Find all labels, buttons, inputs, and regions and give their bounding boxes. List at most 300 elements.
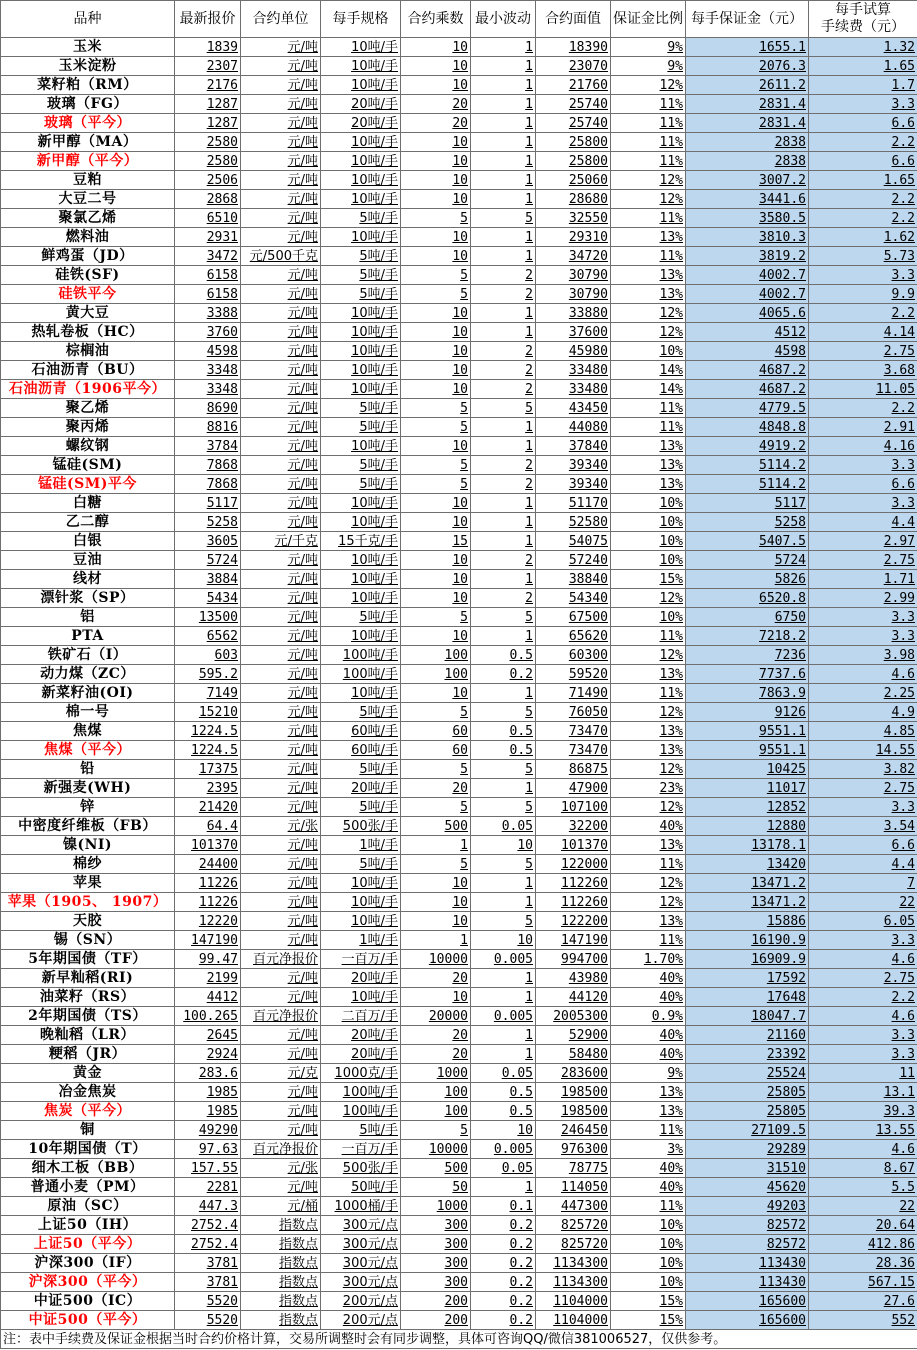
face-value: 33480 [536, 361, 611, 380]
contract-unit: 元/吨 [241, 399, 321, 418]
margin-per-lot: 25524 [686, 1064, 809, 1083]
table-row [1, 836, 917, 855]
margin-per-lot: 49203 [686, 1197, 809, 1216]
lot-size: 500张/手 [321, 1159, 401, 1178]
lot-size: 5吨/手 [321, 760, 401, 779]
lot-size: 60吨/手 [321, 722, 401, 741]
contract-unit: 指数点 [241, 1216, 321, 1235]
face-value: 67500 [536, 608, 611, 627]
product-name: 硅铁平今 [1, 285, 175, 304]
face-value: 44080 [536, 418, 611, 437]
margin-per-lot: 12852 [686, 798, 809, 817]
product-name: 油菜籽（RS） [1, 988, 175, 1007]
fee-per-lot: 567.15 [809, 1273, 917, 1292]
margin-ratio: 11% [611, 1197, 686, 1216]
lot-size: 10吨/手 [321, 988, 401, 1007]
min-tick: 0.2 [471, 1273, 536, 1292]
multiplier: 10 [401, 133, 471, 152]
multiplier: 20 [401, 1045, 471, 1064]
contract-unit: 元/吨 [241, 684, 321, 703]
multiplier: 15 [401, 532, 471, 551]
product-name: 铜 [1, 1121, 175, 1140]
margin-per-lot: 29289 [686, 1140, 809, 1159]
face-value: 101370 [536, 836, 611, 855]
lot-size: 1000桶/手 [321, 1197, 401, 1216]
contract-unit: 元/吨 [241, 1083, 321, 1102]
lot-size: 100吨/手 [321, 665, 401, 684]
margin-per-lot: 4002.7 [686, 266, 809, 285]
contract-unit: 元/吨 [241, 988, 321, 1007]
latest-price: 3348 [175, 361, 241, 380]
margin-ratio: 11% [611, 114, 686, 133]
table-row [1, 1273, 917, 1292]
fee-per-lot: 3.3 [809, 627, 917, 646]
multiplier: 10 [401, 76, 471, 95]
product-name: 锡（SN） [1, 931, 175, 950]
min-tick: 1 [471, 114, 536, 133]
latest-price: 5258 [175, 513, 241, 532]
margin-ratio: 13% [611, 836, 686, 855]
margin-per-lot: 2831.4 [686, 114, 809, 133]
product-name: 大豆二号 [1, 190, 175, 209]
multiplier: 60 [401, 741, 471, 760]
product-name: 普通小麦（PM） [1, 1178, 175, 1197]
fee-per-lot: 2.75 [809, 779, 917, 798]
face-value: 30790 [536, 285, 611, 304]
margin-per-lot: 5407.5 [686, 532, 809, 551]
margin-per-lot: 1655.1 [686, 38, 809, 57]
face-value: 21760 [536, 76, 611, 95]
table-row [1, 1159, 917, 1178]
fee-per-lot: 3.82 [809, 760, 917, 779]
product-name: 豆粕 [1, 171, 175, 190]
multiplier: 10 [401, 304, 471, 323]
lot-size: 10吨/手 [321, 228, 401, 247]
fee-per-lot: 2.2 [809, 209, 917, 228]
face-value: 65620 [536, 627, 611, 646]
multiplier: 500 [401, 1159, 471, 1178]
face-value: 71490 [536, 684, 611, 703]
face-value: 23070 [536, 57, 611, 76]
table-row [1, 380, 917, 399]
table-row [1, 722, 917, 741]
margin-ratio: 10% [611, 342, 686, 361]
fee-per-lot: 2.2 [809, 304, 917, 323]
min-tick: 10 [471, 1121, 536, 1140]
lot-size: 10吨/手 [321, 684, 401, 703]
table-row [1, 532, 917, 551]
multiplier: 5 [401, 1121, 471, 1140]
min-tick: 1 [471, 228, 536, 247]
lot-size: 10吨/手 [321, 893, 401, 912]
latest-price: 283.6 [175, 1064, 241, 1083]
contract-unit: 元/吨 [241, 190, 321, 209]
contract-unit: 元/吨 [241, 722, 321, 741]
margin-per-lot: 5117 [686, 494, 809, 513]
table-row [1, 247, 917, 266]
latest-price: 2924 [175, 1045, 241, 1064]
multiplier: 10 [401, 323, 471, 342]
multiplier: 10 [401, 627, 471, 646]
contract-unit: 指数点 [241, 1235, 321, 1254]
margin-ratio: 11% [611, 931, 686, 950]
multiplier: 10000 [401, 950, 471, 969]
table-row [1, 342, 917, 361]
product-name: 锌 [1, 798, 175, 817]
margin-per-lot: 7236 [686, 646, 809, 665]
multiplier: 5 [401, 703, 471, 722]
header-multiplier: 合约乘数 [401, 1, 471, 38]
product-name: 热轧卷板（HC） [1, 323, 175, 342]
table-row [1, 627, 917, 646]
multiplier: 10 [401, 551, 471, 570]
min-tick: 1 [471, 437, 536, 456]
face-value: 39340 [536, 475, 611, 494]
latest-price: 15210 [175, 703, 241, 722]
latest-price: 447.3 [175, 1197, 241, 1216]
contract-unit: 元/吨 [241, 551, 321, 570]
margin-ratio: 13% [611, 285, 686, 304]
multiplier: 10 [401, 38, 471, 57]
lot-size: 10吨/手 [321, 627, 401, 646]
contract-unit: 元/吨 [241, 1121, 321, 1140]
margin-per-lot: 4002.7 [686, 285, 809, 304]
table-row [1, 1178, 917, 1197]
margin-per-lot: 5114.2 [686, 456, 809, 475]
table-row [1, 1102, 917, 1121]
table-body [1, 38, 917, 1330]
margin-ratio: 12% [611, 646, 686, 665]
lot-size: 200元/点 [321, 1311, 401, 1330]
margin-per-lot: 113430 [686, 1254, 809, 1273]
min-tick: 1 [471, 76, 536, 95]
product-name: 白银 [1, 532, 175, 551]
fee-per-lot: 3.3 [809, 798, 917, 817]
margin-per-lot: 17648 [686, 988, 809, 1007]
min-tick: 1 [471, 171, 536, 190]
lot-size: 20吨/手 [321, 1026, 401, 1045]
margin-per-lot: 2838 [686, 133, 809, 152]
latest-price: 1287 [175, 114, 241, 133]
fee-per-lot: 2.99 [809, 589, 917, 608]
table-row [1, 703, 917, 722]
latest-price: 2199 [175, 969, 241, 988]
face-value: 30790 [536, 266, 611, 285]
margin-ratio: 10% [611, 551, 686, 570]
margin-per-lot: 6750 [686, 608, 809, 627]
multiplier: 10 [401, 988, 471, 1007]
multiplier: 5 [401, 456, 471, 475]
margin-per-lot: 13471.2 [686, 874, 809, 893]
lot-size: 300元/点 [321, 1216, 401, 1235]
face-value: 39340 [536, 456, 611, 475]
table-row [1, 760, 917, 779]
product-name: 沪深300（平今） [1, 1273, 175, 1292]
lot-size: 10吨/手 [321, 494, 401, 513]
margin-ratio: 12% [611, 190, 686, 209]
margin-ratio: 13% [611, 475, 686, 494]
table-row [1, 1007, 917, 1026]
product-name: 锰硅(SM) [1, 456, 175, 475]
latest-price: 3388 [175, 304, 241, 323]
margin-ratio: 11% [611, 95, 686, 114]
margin-ratio: 12% [611, 703, 686, 722]
margin-ratio: 15% [611, 1292, 686, 1311]
lot-size: 300元/点 [321, 1254, 401, 1273]
table-row [1, 171, 917, 190]
fee-per-lot: 2.97 [809, 532, 917, 551]
margin-per-lot: 3580.5 [686, 209, 809, 228]
lot-size: 10吨/手 [321, 513, 401, 532]
contract-unit: 元/吨 [241, 608, 321, 627]
product-name: 中证500（平今） [1, 1311, 175, 1330]
fee-per-lot: 4.4 [809, 513, 917, 532]
margin-ratio: 13% [611, 266, 686, 285]
face-value: 825720 [536, 1216, 611, 1235]
lot-size: 500张/手 [321, 817, 401, 836]
table-row [1, 950, 917, 969]
min-tick: 1 [471, 513, 536, 532]
margin-per-lot: 6520.8 [686, 589, 809, 608]
margin-ratio: 9% [611, 57, 686, 76]
margin-per-lot: 27109.5 [686, 1121, 809, 1140]
table-row [1, 361, 917, 380]
face-value: 198500 [536, 1083, 611, 1102]
face-value: 43980 [536, 969, 611, 988]
margin-per-lot: 16190.9 [686, 931, 809, 950]
margin-ratio: 10% [611, 1216, 686, 1235]
product-name: 上证50（IH） [1, 1216, 175, 1235]
face-value: 825720 [536, 1235, 611, 1254]
latest-price: 2580 [175, 152, 241, 171]
min-tick: 0.5 [471, 1083, 536, 1102]
latest-price: 5724 [175, 551, 241, 570]
margin-per-lot: 4919.2 [686, 437, 809, 456]
lot-size: 1000克/手 [321, 1064, 401, 1083]
min-tick: 2 [471, 456, 536, 475]
latest-price: 1985 [175, 1083, 241, 1102]
margin-per-lot: 113430 [686, 1273, 809, 1292]
face-value: 25800 [536, 133, 611, 152]
fee-per-lot: 3.3 [809, 1045, 917, 1064]
contract-unit: 元/吨 [241, 133, 321, 152]
table-row [1, 1311, 917, 1330]
table-row [1, 95, 917, 114]
table-row [1, 1235, 917, 1254]
latest-price: 13500 [175, 608, 241, 627]
table-row [1, 57, 917, 76]
table-row [1, 209, 917, 228]
margin-ratio: 3% [611, 1140, 686, 1159]
fee-per-lot: 39.3 [809, 1102, 917, 1121]
contract-unit: 元/吨 [241, 570, 321, 589]
lot-size: 10吨/手 [321, 551, 401, 570]
product-name: 聚乙烯 [1, 399, 175, 418]
product-name: 新强麦(WH) [1, 779, 175, 798]
table-row [1, 570, 917, 589]
table-row [1, 684, 917, 703]
contract-unit: 元/吨 [241, 380, 321, 399]
face-value: 60300 [536, 646, 611, 665]
multiplier: 10 [401, 171, 471, 190]
product-name: PTA [1, 627, 175, 646]
latest-price: 5520 [175, 1292, 241, 1311]
latest-price: 21420 [175, 798, 241, 817]
margin-ratio: 12% [611, 874, 686, 893]
contract-unit: 元/吨 [241, 418, 321, 437]
latest-price: 5520 [175, 1311, 241, 1330]
min-tick: 1 [471, 969, 536, 988]
min-tick: 1 [471, 684, 536, 703]
margin-per-lot: 13178.1 [686, 836, 809, 855]
face-value: 45980 [536, 342, 611, 361]
product-name: 棉一号 [1, 703, 175, 722]
multiplier: 20 [401, 114, 471, 133]
multiplier: 10 [401, 874, 471, 893]
contract-unit: 元/吨 [241, 589, 321, 608]
multiplier: 10 [401, 570, 471, 589]
table-row [1, 1121, 917, 1140]
contract-unit: 元/千克 [241, 532, 321, 551]
lot-size: 10吨/手 [321, 361, 401, 380]
margin-ratio: 12% [611, 304, 686, 323]
product-name: 玉米淀粉 [1, 57, 175, 76]
margin-ratio: 11% [611, 209, 686, 228]
product-name: 鲜鸡蛋（JD） [1, 247, 175, 266]
contract-unit: 元/吨 [241, 76, 321, 95]
min-tick: 1 [471, 95, 536, 114]
face-value: 447300 [536, 1197, 611, 1216]
margin-ratio: 40% [611, 1026, 686, 1045]
lot-size: 10吨/手 [321, 38, 401, 57]
fee-per-lot: 5.5 [809, 1178, 917, 1197]
latest-price: 11226 [175, 874, 241, 893]
footer-note: 注：表中手续费及保证金根据当时合约价格计算，交易所调整时会有同步调整，具体可咨询QQ/微信381006527，仅供参考。 [1, 1330, 917, 1349]
face-value: 2005300 [536, 1007, 611, 1026]
min-tick: 1 [471, 627, 536, 646]
multiplier: 5 [401, 285, 471, 304]
contract-unit: 百元净报价 [241, 950, 321, 969]
fee-per-lot: 6.05 [809, 912, 917, 931]
latest-price: 1985 [175, 1102, 241, 1121]
fee-per-lot: 6.6 [809, 475, 917, 494]
fee-per-lot: 4.6 [809, 665, 917, 684]
margin-per-lot: 5724 [686, 551, 809, 570]
contract-unit: 元/吨 [241, 171, 321, 190]
contract-unit: 元/吨 [241, 38, 321, 57]
face-value: 122200 [536, 912, 611, 931]
margin-per-lot: 3007.2 [686, 171, 809, 190]
min-tick: 0.005 [471, 950, 536, 969]
contract-unit: 百元净报价 [241, 1140, 321, 1159]
product-name: 玻璃（FG） [1, 95, 175, 114]
margin-ratio: 23% [611, 779, 686, 798]
fee-per-lot: 2.2 [809, 133, 917, 152]
latest-price: 3784 [175, 437, 241, 456]
contract-unit: 元/吨 [241, 855, 321, 874]
face-value: 37600 [536, 323, 611, 342]
latest-price: 4598 [175, 342, 241, 361]
contract-unit: 元/吨 [241, 912, 321, 931]
product-name: 棕榈油 [1, 342, 175, 361]
face-value: 28680 [536, 190, 611, 209]
latest-price: 2176 [175, 76, 241, 95]
face-value: 73470 [536, 741, 611, 760]
margin-ratio: 15% [611, 1311, 686, 1330]
min-tick: 0.005 [471, 1140, 536, 1159]
margin-ratio: 11% [611, 399, 686, 418]
margin-per-lot: 4687.2 [686, 380, 809, 399]
face-value: 994700 [536, 950, 611, 969]
fee-per-lot: 4.16 [809, 437, 917, 456]
table-row [1, 513, 917, 532]
table-row [1, 1064, 917, 1083]
product-name: 硅铁(SF) [1, 266, 175, 285]
min-tick: 1 [471, 247, 536, 266]
lot-size: 5吨/手 [321, 399, 401, 418]
product-name: 上证50（平今） [1, 1235, 175, 1254]
header-fee-line1: 每手试算 [835, 2, 891, 18]
face-value: 32550 [536, 209, 611, 228]
latest-price: 6562 [175, 627, 241, 646]
margin-ratio: 0.9% [611, 1007, 686, 1026]
product-name: 苹果（1905、 1907） [1, 893, 175, 912]
latest-price: 595.2 [175, 665, 241, 684]
margin-per-lot: 9551.1 [686, 722, 809, 741]
product-name: 苹果 [1, 874, 175, 893]
face-value: 47900 [536, 779, 611, 798]
latest-price: 3760 [175, 323, 241, 342]
fee-per-lot: 3.54 [809, 817, 917, 836]
margin-ratio: 10% [611, 1254, 686, 1273]
latest-price: 1839 [175, 38, 241, 57]
fee-per-lot: 3.3 [809, 95, 917, 114]
margin-per-lot: 4779.5 [686, 399, 809, 418]
fee-per-lot: 11 [809, 1064, 917, 1083]
margin-ratio: 10% [611, 532, 686, 551]
lot-size: 10吨/手 [321, 76, 401, 95]
margin-ratio: 9% [611, 38, 686, 57]
min-tick: 2 [471, 589, 536, 608]
face-value: 25740 [536, 95, 611, 114]
margin-ratio: 13% [611, 456, 686, 475]
margin-per-lot: 7737.6 [686, 665, 809, 684]
min-tick: 0.05 [471, 817, 536, 836]
lot-size: 10吨/手 [321, 152, 401, 171]
lot-size: 1吨/手 [321, 931, 401, 950]
min-tick: 1 [471, 1178, 536, 1197]
product-name: 10年期国债（T） [1, 1140, 175, 1159]
margin-ratio: 11% [611, 133, 686, 152]
margin-per-lot: 13420 [686, 855, 809, 874]
contract-unit: 元/吨 [241, 760, 321, 779]
min-tick: 2 [471, 342, 536, 361]
face-value: 73470 [536, 722, 611, 741]
contract-unit: 元/吨 [241, 893, 321, 912]
multiplier: 200 [401, 1311, 471, 1330]
multiplier: 10 [401, 380, 471, 399]
face-value: 25060 [536, 171, 611, 190]
product-name: 铅 [1, 760, 175, 779]
fee-per-lot: 3.3 [809, 931, 917, 950]
contract-unit: 元/吨 [241, 969, 321, 988]
table-row [1, 1216, 917, 1235]
face-value: 34720 [536, 247, 611, 266]
min-tick: 1 [471, 152, 536, 171]
fee-per-lot: 5.73 [809, 247, 917, 266]
face-value: 1104000 [536, 1311, 611, 1330]
lot-size: 10吨/手 [321, 342, 401, 361]
